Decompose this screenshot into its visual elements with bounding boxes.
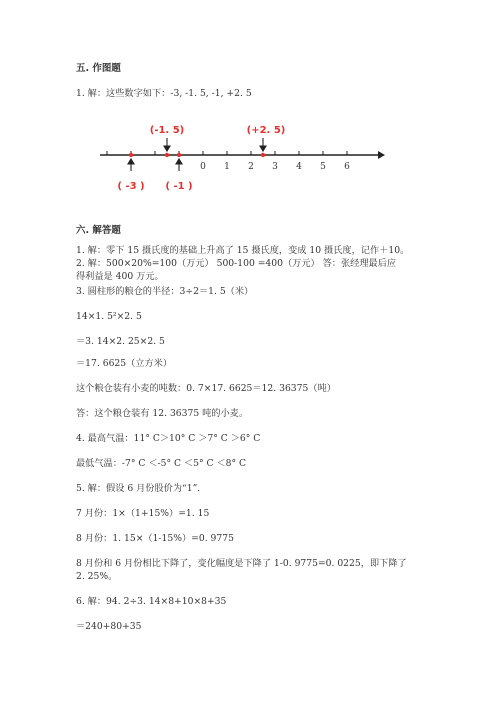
arrow-up-icon <box>128 159 134 164</box>
tick-label: 1 <box>224 162 230 172</box>
point-neg1 <box>177 153 181 157</box>
answer-line: 8 月份和 6 月份相比下降了，变化幅度是下降了 1-0. 9775=0. 0225，即下降了 <box>76 558 407 569</box>
number-line-diagram <box>80 118 390 198</box>
answer-line: 14×1. 5²×2. 5 <box>76 311 142 322</box>
arrow-down-icon <box>260 146 266 151</box>
tick-label: 2 <box>248 162 254 172</box>
arrow-down-icon <box>164 146 170 151</box>
q1-answer: 1. 解：这些数字如下：-3, -1. 5, -1, +2. 5 <box>76 88 252 99</box>
tick-label: 4 <box>296 162 302 172</box>
section5-title: 五. 作图题 <box>76 63 121 74</box>
label-neg3: ( -3 ) <box>117 181 145 192</box>
label-neg1-5: (-1. 5) <box>149 125 185 136</box>
point-pos2-5 <box>261 153 265 157</box>
tick-label: 3 <box>272 162 278 172</box>
answer-line: 3. 圆柱形的粮仓的半径：3÷2＝1. 5（米） <box>76 286 254 297</box>
answer-line: ＝3. 14×2. 25×2. 5 <box>76 336 165 347</box>
tick-label: 5 <box>320 162 326 172</box>
point-neg3 <box>129 153 133 157</box>
answer-line: 4. 最高气温：11° C＞10° C ＞7° C ＞6° C <box>76 433 261 444</box>
label-neg1: ( -1 ) <box>165 181 193 192</box>
answer-line: 得利益是 400 万元。 <box>76 271 164 282</box>
point-neg1-5 <box>165 153 169 157</box>
axis-arrow-icon <box>378 151 385 159</box>
answer-line: 最低气温：-7° C ＜-5° C ＜5° C ＜8° C <box>76 458 247 469</box>
answer-line: 6. 解：94. 2÷3. 14×8+10×8+35 <box>76 596 227 607</box>
answer-line: ＝17. 6625（立方米） <box>76 358 173 369</box>
tick-label: 0 <box>200 162 206 172</box>
arrow-up-icon <box>176 159 182 164</box>
answer-line: 5. 解：假设 6 月份股价为“1”． <box>76 483 207 494</box>
answer-line: 答：这个粮仓装有 12. 36375 吨的小麦。 <box>76 408 249 419</box>
answer-line: 2. 解：500×20%=100（万元） 500-100 =400（万元） 答：张经理最后应 <box>76 258 397 269</box>
answer-line: 2. 25%。 <box>76 571 118 582</box>
answer-line: 这个粮仓装有小麦的吨数：0. 7×17. 6625＝12. 36375（吨） <box>76 383 336 394</box>
answer-line: ＝240+80+35 <box>76 621 142 632</box>
label-pos2-5: (+2. 5) <box>246 125 286 136</box>
tick-label: 6 <box>344 162 350 172</box>
section6-title: 六. 解答题 <box>76 225 121 236</box>
answer-line: 1. 解：零下 15 摄氏度的基础上升高了 15 摄氏度，变成 10 摄氏度，记作＋10。 <box>76 245 410 256</box>
answer-line: 7 月份：1×（1+15%）=1. 15 <box>76 508 210 519</box>
answer-line: 8 月份：1. 15×（1-15%）=0. 9775 <box>76 533 234 544</box>
